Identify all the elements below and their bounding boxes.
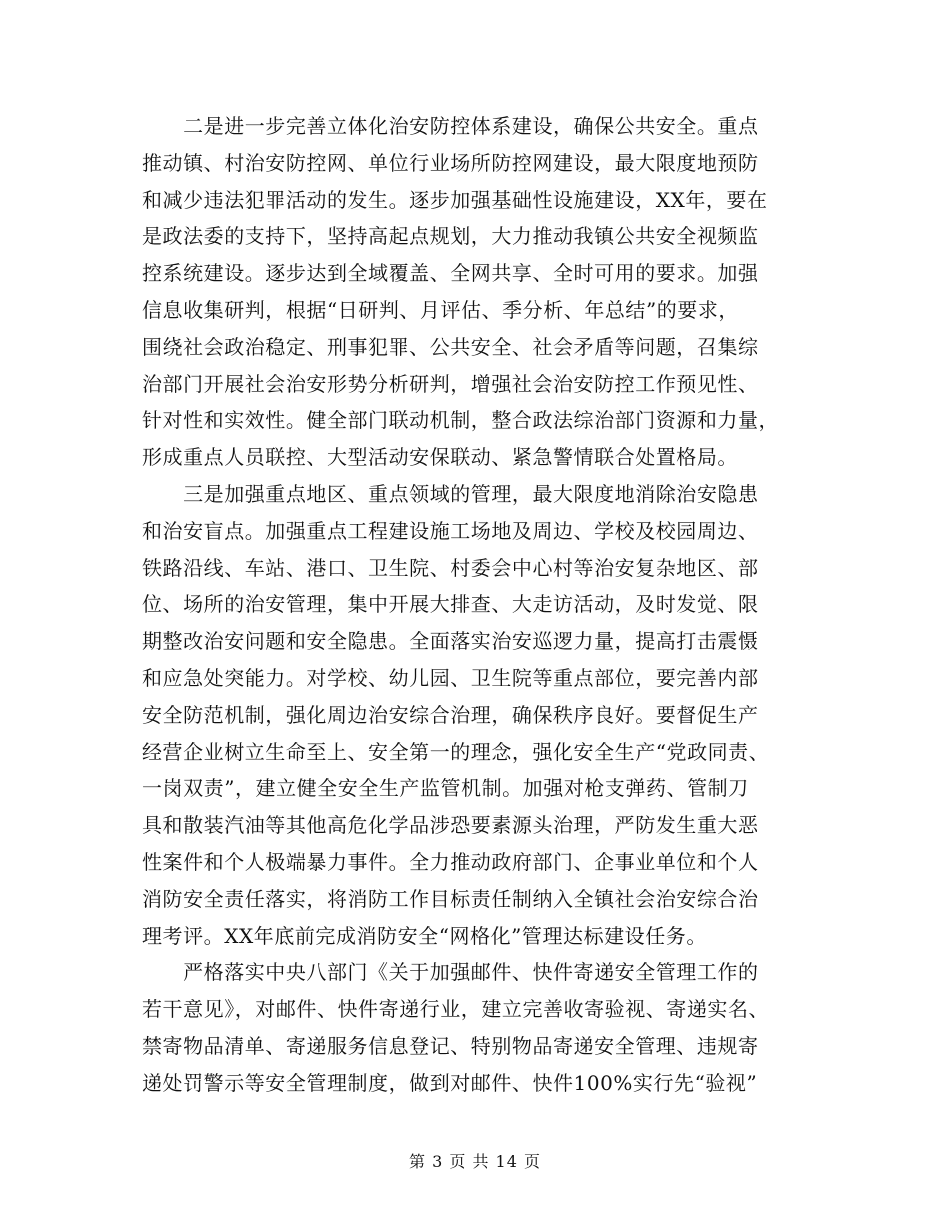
text-line-6: 信息收集研判，根据“日研判、月评估、季分析、年总结”的要求，: [142, 297, 739, 322]
text-line-12: 和治安盲点。加强重点工程建设施工场地及周边、学校及校园周边、: [142, 518, 759, 543]
text-line-10: 形成重点人员联控、大型活动安保联动、紧急警情联合处置格局。: [142, 445, 738, 470]
text-line-15: 期整改治安问题和安全隐患。全面落实治安巡逻力量，提高打击震慑: [142, 629, 759, 654]
text-line-3: 和减少违法犯罪活动的发生。逐步加强基础性设施建设，XX年，要在: [142, 187, 768, 212]
text-line-27: 递处罚警示等安全管理制度，做到对邮件、快件100%实行先“验视”: [142, 1070, 758, 1095]
text-line-5: 控系统建设。逐步达到全域覆盖、全网共享、全时可用的要求。加强: [142, 261, 759, 286]
text-line-11: 三是加强重点地区、重点领域的管理，最大限度地消除治安隐患: [142, 481, 759, 506]
page-number-footer: 第 3 页 共 14 页: [409, 1152, 541, 1171]
text-line-2: 推动镇、村治安防控网、单位行业场所防控网建设，最大限度地预防: [142, 150, 759, 175]
text-line-13: 铁路沿线、车站、港口、卫生院、村委会中心村等治安复杂地区、部: [142, 555, 759, 580]
body-text: [142, 108, 807, 1102]
text-line-23: 理考评。XX年底前完成消防安全“网格化”管理达标建设任务。: [142, 923, 707, 948]
text-line-17: 安全防范机制，强化周边治安综合治理，确保秩序良好。要督促生产: [142, 702, 759, 727]
text-line-4: 是政法委的支持下，坚持高起点规划，大力推动我镇公共安全视频监: [142, 224, 759, 249]
text-line-18: 经营企业树立生命至上、安全第一的理念，强化安全生产“党政同责、: [142, 739, 770, 764]
text-line-24: 严格落实中央八部门《关于加强邮件、快件寄递安全管理工作的: [142, 960, 759, 985]
text-line-1: 二是进一步完善立体化治安防控体系建设，确保公共安全。重点: [142, 114, 759, 138]
text-line-8: 治部门开展社会治安形势分析研判，增强社会治安防控工作预见性、: [142, 371, 759, 396]
text-line-26: 禁寄物品清单、寄递服务信息登记、特别物品寄递安全管理、违规寄: [142, 1033, 759, 1058]
text-line-21: 性案件和个人极端暴力事件。全力推动政府部门、企事业单位和个人: [142, 849, 759, 874]
text-line-14: 位、场所的治安管理，集中开展大排查、大走访活动，及时发觉、限: [142, 592, 759, 617]
text-line-25: 若干意见》，对邮件、快件寄递行业，建立完善收寄验视、寄递实名、: [142, 997, 770, 1022]
text-line-7: 围绕社会政治稳定、刑事犯罪、公共安全、社会矛盾等问题，召集综: [142, 334, 759, 359]
text-line-19: 一岗双责”，建立健全安全生产监管机制。加强对枪支弹药、管制刀: [142, 776, 749, 801]
text-line-22: 消防安全责任落实，将消防工作目标责任制纳入全镇社会治安综合治: [142, 886, 759, 911]
text-line-16: 和应急处突能力。对学校、幼儿园、卫生院等重点部位，要完善内部: [142, 665, 759, 690]
text-line-9: 针对性和实效性。健全部门联动机制，整合政法综治部门资源和力量，: [142, 408, 780, 433]
text-line-20: 具和散装汽油等其他高危化学品涉恐要素源头治理，严防发生重大恶: [142, 813, 759, 838]
